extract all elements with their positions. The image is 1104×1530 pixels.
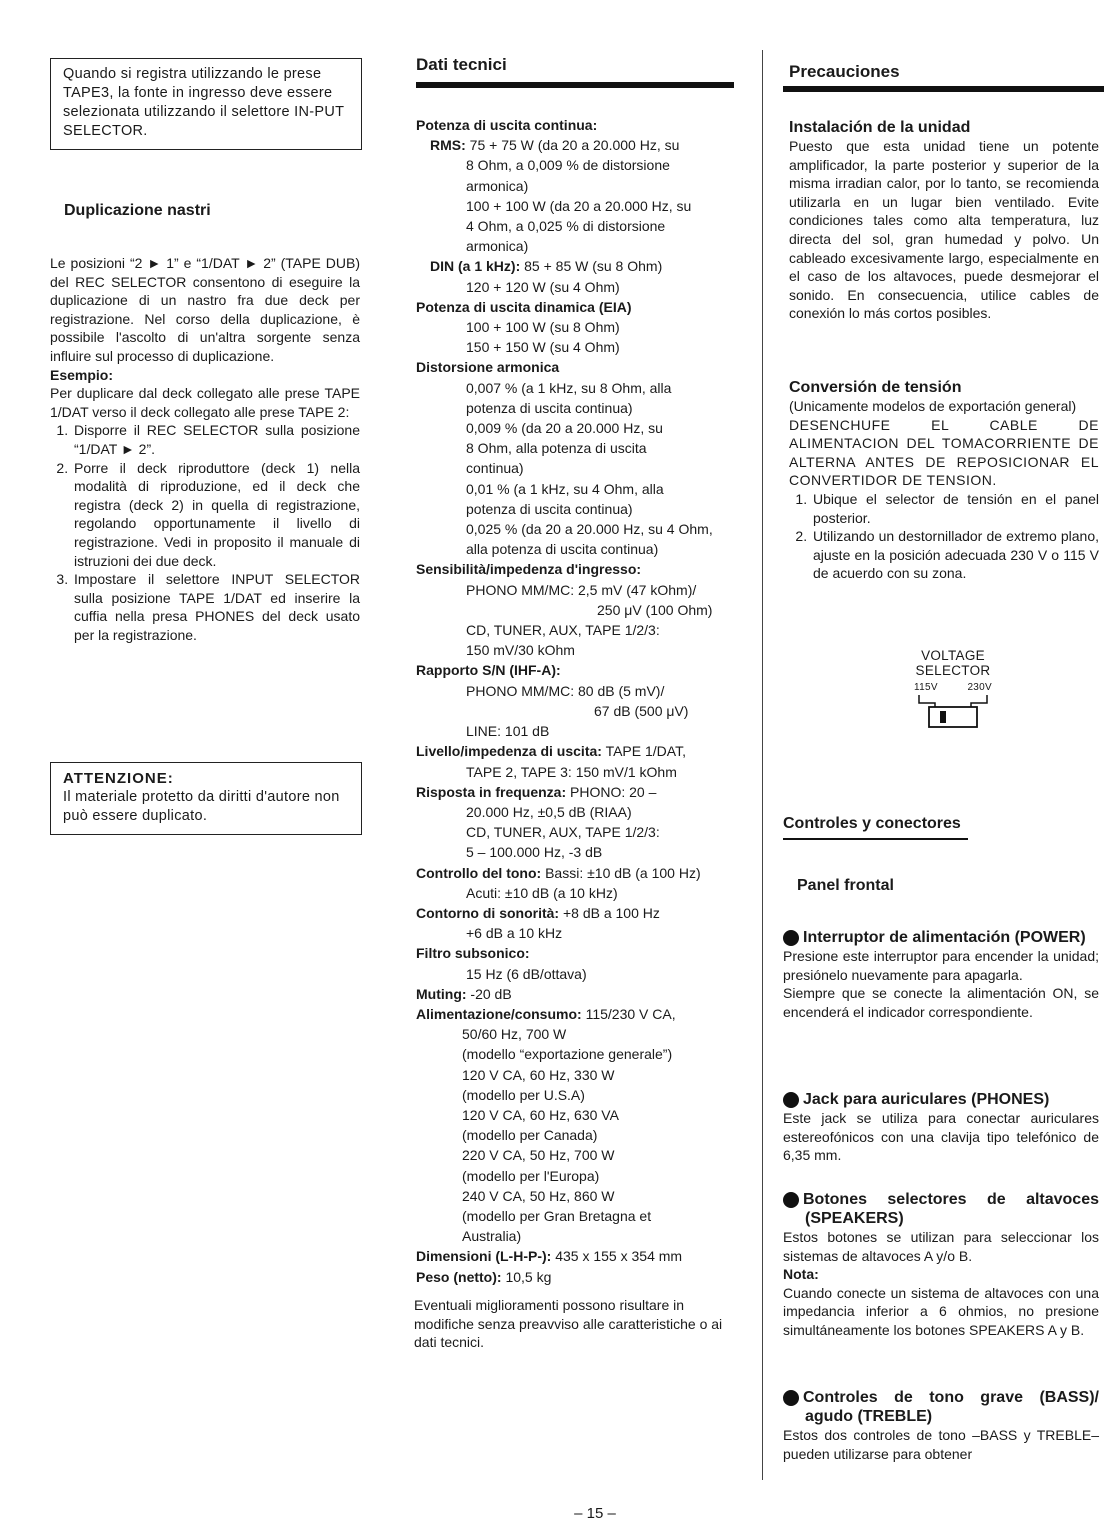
voltage-230-label: 230V (967, 682, 992, 693)
spec-value: 50/60 Hz, 700 W (462, 1026, 567, 1043)
spec-line (416, 176, 746, 196)
spec-value: (modello per Gran Bretagna et (462, 1207, 652, 1224)
example-text: Per duplicare dal deck collegato alle prese TAPE 1/DAT verso il deck collegato alle prese TAPE 2: (50, 385, 360, 420)
number-4-icon: 4 (783, 1390, 799, 1406)
spec-line (416, 1065, 746, 1085)
heading-rule (416, 82, 734, 88)
item-tone (776, 1388, 1099, 1463)
item-extra: Siempre que se conecte la alimentación ON, se encenderá el indicador correspondiente. (783, 985, 1099, 1020)
spec-line (416, 782, 746, 802)
spec-value: 4 Ohm, a 0,025 % di distorsione (466, 218, 666, 235)
spec-line (416, 1044, 746, 1064)
spec-value: 8 Ohm, a 0,009 % de distorsione (466, 157, 670, 174)
spec-line (416, 1085, 746, 1105)
spec-value: Acuti: ±10 dB (a 10 kHz) (466, 884, 618, 901)
spec-value: armonica) (466, 177, 529, 194)
spec-label: Peso (netto): (416, 1268, 502, 1285)
spec-line (416, 1206, 746, 1226)
spec-line (416, 559, 746, 579)
voltage-selector-diagram (883, 648, 1023, 729)
attention-title: ATTENZIONE: (63, 770, 174, 787)
spec-value: CD, TUNER, AUX, TAPE 1/2/3: (466, 824, 660, 841)
spec-line (416, 337, 746, 357)
spec-value: +8 dB a 100 Hz (559, 904, 660, 921)
spec-line (416, 398, 746, 418)
spec-value: 85 + 85 W (su 8 Ohm) (520, 258, 663, 275)
spec-value: LINE: 101 dB (466, 723, 550, 740)
spec-line (416, 762, 746, 782)
duplication-heading: Duplicazione nastri (64, 202, 211, 219)
spec-value: potenza di uscita continua) (466, 399, 633, 416)
spec-value: 67 dB (500 μV) (594, 702, 689, 719)
spec-value: 120 + 120 W (su 4 Ohm) (466, 278, 620, 295)
spec-line (416, 519, 746, 539)
spec-label: Dimensioni (L-H-P-): (416, 1248, 552, 1265)
spec-line (416, 479, 746, 499)
spec-line (416, 1004, 746, 1024)
spec-value: (modello per Canada) (462, 1127, 598, 1144)
duplication-paragraph: Le posizioni “2 ► 1” e “1/DAT ► 2” (TAPE DUB) del REC SELECTOR consentono di eseguire la duplicazione di un nastro fra due deck per registrazione. Nel corso della duplicazione, è possibile l'ascolto di un'altra sorgente senza influire sul processo di duplicazione. (50, 255, 360, 364)
number-3-icon: 3 (783, 1192, 799, 1208)
tape3-note-box: Quando si registra utilizzando le prese TAPE3, la fonte in ingresso deve essere selezionata utilizzando il selettore IN-PUT SELECTOR. (50, 58, 362, 150)
voltage-heading: Conversión de tensión (789, 379, 962, 396)
heading-rule (783, 86, 1104, 92)
spec-line (416, 1105, 746, 1125)
note-label: Nota: (783, 1266, 819, 1283)
spec-value: PHONO MM/MC: 2,5 mV (47 kOhm)/ (466, 581, 697, 598)
spec-label: Potenza di uscita dinamica (EIA) (416, 298, 632, 315)
front-panel-heading: Panel frontal (797, 877, 894, 894)
attention-box (50, 762, 362, 835)
spec-value: 8 Ohm, alla potenza di uscita (466, 440, 647, 457)
spec-label: Rapporto S/N (IHF-A): (416, 662, 561, 679)
spec-line (416, 943, 746, 963)
example-label: Esempio: (50, 366, 114, 383)
spec-line (416, 741, 746, 761)
spec-value: PHONO MM/MC: 80 dB (5 mV)/ (466, 682, 665, 699)
spec-line (416, 1226, 746, 1246)
spec-value: 435 x 155 x 354 mm (551, 1248, 683, 1265)
spec-line (416, 1145, 746, 1165)
number-1-icon: 1 (783, 930, 799, 946)
spec-value: armonica) (466, 238, 529, 255)
spec-value: 100 + 100 W (da 20 a 20.000 Hz, su (466, 197, 692, 214)
spec-value: (modello per l'Europa) (462, 1167, 600, 1184)
item-text: Estos botones se utilizan para seleccionar los sistemas de altavoces A y/o B. (783, 1229, 1099, 1264)
spec-line (416, 863, 746, 883)
spec-label: Livello/impedenza di uscita: (416, 743, 602, 760)
spec-label: DIN (a 1 kHz): (430, 258, 521, 275)
duplication-section (50, 254, 360, 644)
duplication-steps (50, 421, 360, 644)
spec-line (416, 903, 746, 923)
spec-value: 115/230 V CA, (581, 1005, 676, 1022)
spec-label: Distorsione armonica (416, 359, 560, 376)
spec-line (416, 418, 746, 438)
step-item: 2. Porre il deck riproduttore (deck 1) nella modalità di riproduzione, ed il deck che registra (deck 2) in quella di registrazione, regolando opportunamente il livello di registrazione. Vedi in proposito il manuale di istruzioni dei due deck. (72, 459, 360, 571)
spec-value: 15 Hz (6 dB/ottava) (466, 965, 587, 982)
spec-value: potenza di uscita continua) (466, 500, 633, 517)
item-title: Jack para auriculares (PHONES) (803, 1091, 1050, 1108)
spec-label: Contorno di sonorità: (416, 904, 560, 921)
spec-value: 0,01 % (a 1 kHz, su 4 Ohm, alla (466, 480, 664, 497)
spec-label: Filtro subsonico: (416, 945, 530, 962)
item-title: Botones selectores de altavoces (SPEAKERS) (803, 1191, 1099, 1227)
spec-line (416, 580, 746, 600)
spec-value: 240 V CA, 50 Hz, 860 W (462, 1187, 615, 1204)
spec-line (416, 236, 746, 256)
item-title: Interruptor de alimentación (POWER) (803, 929, 1086, 946)
spec-value: 120 V CA, 60 Hz, 330 W (462, 1066, 615, 1083)
step-item: 1. Disporre il REC SELECTOR sulla posizione “1/DAT ► 2”. (72, 421, 360, 458)
spec-value: TAPE 2, TAPE 3: 150 mV/1 kOhm (466, 763, 677, 780)
item-text: Estos dos controles de tono –BASS y TREBLE– pueden utilizarse para obtener (783, 1427, 1099, 1462)
page-number: – 15 – (574, 1505, 616, 1522)
spec-value: 20.000 Hz, ±0,5 dB (RIAA) (466, 803, 632, 820)
spec-line (416, 216, 746, 236)
spec-line (416, 600, 746, 620)
spec-line (416, 135, 746, 155)
spec-line (416, 1125, 746, 1145)
item-text: Este jack se utiliza para conectar auriculares estereofónicos con una clavija tipo telefónico de 6,35 mm. (783, 1110, 1099, 1164)
installation-text: Puesto que esta unidad tiene un potente amplificador, la parte posterior y superior de la misma irradian calor, por lo tanto, se recomienda utilizarla en un lugar bien ventilado. Evite condiciones tales como alta temperatura, luz directa del sol, gran humedad y polvo. Un cableado excesivamente largo, especialmente en el caso de los altavoces, puede desmejorar el sonido. En consecuencia, utilice cables de conexión lo más cortos posibles. (789, 138, 1099, 322)
voltage-section (789, 378, 1099, 583)
spec-line (416, 964, 746, 984)
spec-line (416, 681, 746, 701)
spec-value: 75 + 75 W (da 20 a 20.000 Hz, su (465, 137, 680, 154)
spec-line (416, 883, 746, 903)
spec-value: 150 mV/30 kOhm (466, 642, 575, 659)
step-item: 1. Ubique el selector de tensión en el panel posterior. (811, 490, 1099, 527)
voltage-subtitle: (Unicamente modelos de exportación general) (789, 398, 1077, 414)
spec-line (416, 499, 746, 519)
specs-heading: Dati tecnici (416, 55, 507, 74)
spec-line (416, 378, 746, 398)
spec-line (416, 277, 746, 297)
step-item: 2. Utilizando un destornillador de extremo plano, ajuste en la posición adecuada 230 V o 115 V de acuerdo con su zona. (811, 527, 1099, 583)
voltage-warning: DESENCHUFE EL CABLE DE ALIMENTACION DEL TOMACORRIENTE DE ALTERNA ANTES DE REPOSICIONAR EL CONVERTIDOR DE TENSION. (789, 416, 1099, 489)
installation-section (789, 118, 1099, 323)
spec-line (416, 256, 746, 276)
spec-line (416, 1267, 746, 1287)
spec-line (416, 115, 746, 135)
step-item: 3. Impostare il selettore INPUT SELECTOR sulla posizione TAPE 1/DAT ed inserire la cuffia nella presa PHONES del deck usato per la registrazione. (72, 570, 360, 644)
item-text: Presione este interruptor para encender la unidad; presiónelo nuevamente para apagarla. (783, 948, 1099, 983)
spec-line (416, 984, 746, 1004)
spec-label: Muting: (416, 985, 467, 1002)
spec-value: 5 – 100.000 Hz, -3 dB (466, 844, 603, 861)
spec-value: Australia) (462, 1228, 522, 1245)
spec-value: 150 + 150 W (su 4 Ohm) (466, 339, 620, 356)
spec-value: continua) (466, 460, 524, 477)
item-speakers (776, 1190, 1099, 1340)
spec-line (416, 1186, 746, 1206)
voltage-selector-label: VOLTAGE SELECTOR (915, 648, 991, 678)
spec-value: +6 dB a 10 kHz (466, 925, 563, 942)
voltage-steps (789, 490, 1099, 583)
spec-value: (modello “exportazione generale”) (462, 1046, 673, 1063)
spec-line (416, 721, 746, 741)
spec-value: PHONO: 20 – (566, 783, 657, 800)
spec-value: 250 μV (100 Ohm) (597, 601, 713, 618)
spec-value: TAPE 1/DAT, (601, 743, 686, 760)
item-phones (776, 1090, 1099, 1165)
spec-value: 0,009 % (da 20 a 20.000 Hz, su (466, 420, 663, 437)
spec-line (416, 438, 746, 458)
controls-rule (783, 838, 968, 840)
controls-heading: Controles y conectores (783, 815, 961, 832)
note-text: Cuando conecte un sistema de altavoces con una impedancia inferior a 6 ohmios, no presione simultáneamente los botones SPEAKERS A y B. (783, 1284, 1099, 1338)
spec-line (416, 155, 746, 175)
spec-line (416, 620, 746, 640)
voltage-switch-icon (913, 693, 993, 729)
spec-label: RMS: (430, 137, 466, 154)
spec-line (416, 357, 746, 377)
column-divider (762, 50, 763, 1480)
spec-value: 0,007 % (a 1 kHz, su 8 Ohm, alla (466, 379, 672, 396)
spec-label: Controllo del tono: (416, 864, 542, 881)
spec-label: Potenza di uscita continua: (416, 117, 598, 133)
spec-line (416, 842, 746, 862)
voltage-115-label: 115V (914, 682, 938, 693)
voltage-options (914, 682, 992, 693)
spec-line (416, 923, 746, 943)
spec-line (416, 1024, 746, 1044)
spec-line (416, 660, 746, 680)
spec-value: alla potenza di uscita continua) (466, 541, 659, 558)
spec-line (416, 1166, 746, 1186)
item-power (776, 928, 1099, 1021)
item-title: Controles de tono grave (BASS)/ agudo (TREBLE) (803, 1389, 1099, 1425)
spec-line (416, 640, 746, 660)
spec-line (416, 297, 746, 317)
spec-value: 220 V CA, 50 Hz, 700 W (462, 1147, 615, 1164)
spec-line (416, 317, 746, 337)
spec-value: -20 dB (466, 985, 512, 1002)
spec-value: 10,5 kg (501, 1268, 552, 1285)
spec-value: 100 + 100 W (su 8 Ohm) (466, 319, 620, 336)
spec-line (416, 196, 746, 216)
specs-footnote: Eventuali miglioramenti possono risultare in modifiche senza preavviso alle caratteristiche o ai dati tecnici. (414, 1297, 723, 1351)
spec-line (416, 701, 746, 721)
spec-line (416, 802, 746, 822)
spec-line (416, 458, 746, 478)
specs-list (416, 115, 746, 1287)
spec-value: 0,025 % (da 20 a 20.000 Hz, su 4 Ohm, (466, 521, 713, 538)
spec-value: Bassi: ±10 dB (a 100 Hz) (541, 864, 701, 881)
number-2-icon: 2 (783, 1092, 799, 1108)
spec-value: CD, TUNER, AUX, TAPE 1/2/3: (466, 622, 660, 639)
spec-line (416, 1246, 746, 1266)
spec-label: Sensibilità/impedenza d'ingresso: (416, 561, 642, 578)
spec-line (416, 822, 746, 842)
spec-label: Risposta in frequenza: (416, 783, 567, 800)
precautions-heading: Precauciones (789, 62, 900, 81)
spec-line (416, 539, 746, 559)
spec-value: (modello per U.S.A) (462, 1086, 585, 1103)
installation-heading: Instalación de la unidad (789, 119, 971, 136)
spec-value: 120 V CA, 60 Hz, 630 VA (462, 1106, 619, 1123)
attention-text: Il materiale protetto da diritti d'autore non può essere duplicato. (63, 789, 340, 824)
spec-label: Alimentazione/consumo: (416, 1005, 582, 1022)
